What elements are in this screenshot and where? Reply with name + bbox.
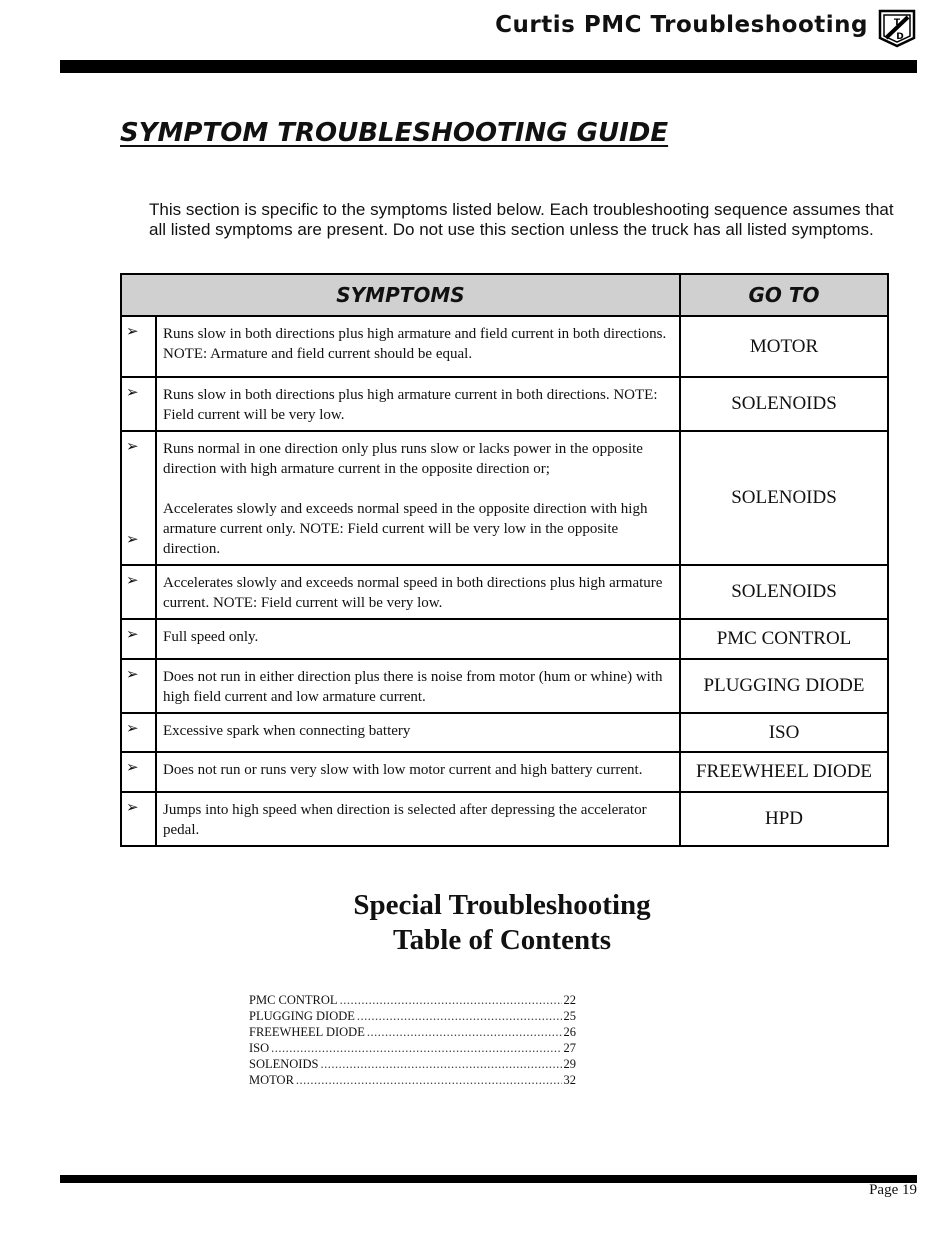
page-number: Page 19 xyxy=(869,1182,917,1198)
arrow-bullet-icon: ➢ xyxy=(126,719,139,737)
svg-text:D: D xyxy=(896,32,904,42)
toc-label: PLUGGING DIODE xyxy=(249,1009,355,1023)
toc-label: FREEWHEEL DIODE xyxy=(249,1025,365,1039)
symptom-cell xyxy=(156,619,680,659)
arrow-bullet-icon: ➢ xyxy=(126,437,139,455)
symptoms-header: SYMPTOMS xyxy=(121,274,680,316)
toc-leader xyxy=(296,1072,562,1088)
symptom-text: Does not run in either direction plus there is noise from motor (hum or whine) with high field current and low armature current. xyxy=(163,669,663,705)
symptom-text: Does not run or runs very slow with low motor current and high battery current. xyxy=(163,762,643,778)
goto-cell: SOLENOIDS xyxy=(680,431,888,565)
bullet-cell xyxy=(121,752,156,792)
guide-title: SYMPTOM TROUBLESHOOTING GUIDE xyxy=(120,118,669,148)
goto-cell: PMC CONTROL xyxy=(680,619,888,659)
arrow-bullet-icon: ➢ xyxy=(126,625,139,643)
special-heading-line1: Special Troubleshooting xyxy=(353,889,651,921)
bullet-cell xyxy=(121,377,156,431)
toc-label: SOLENOIDS xyxy=(249,1057,319,1071)
goto-cell: PLUGGING DIODE xyxy=(680,659,888,713)
toc-page: 26 xyxy=(563,1025,576,1039)
toc-leader xyxy=(367,1024,562,1040)
symptom-text: Excessive spark when connecting battery xyxy=(163,723,411,739)
arrow-bullet-icon: ➢ xyxy=(126,322,139,340)
symptom-cell xyxy=(156,752,680,792)
toc-label: PMC CONTROL xyxy=(249,993,338,1007)
table-row xyxy=(121,792,888,846)
toc-list xyxy=(249,992,576,1088)
bullet-cell xyxy=(121,316,156,377)
table-row xyxy=(121,565,888,619)
footer-rule xyxy=(60,1175,917,1183)
symptom-cell xyxy=(156,316,680,377)
header-rule xyxy=(60,60,917,73)
symptom-text: Jumps into high speed when direction is selected after depressing the accelerator pedal. xyxy=(163,802,647,838)
goto-cell: ISO xyxy=(680,713,888,752)
symptoms-table xyxy=(120,273,889,847)
bullet-cell xyxy=(121,659,156,713)
toc-entry[interactable] xyxy=(249,1040,576,1056)
special-toc-heading xyxy=(0,888,950,958)
toc-page: 32 xyxy=(563,1073,576,1087)
bullet-cell xyxy=(121,565,156,619)
toc-leader xyxy=(357,1008,562,1024)
intro-paragraph: This section is specific to the symptoms listed below. Each troubleshooting sequence assumes that all listed symptoms are present. Do not use this section unless the truck has all listed symptoms. xyxy=(149,200,894,239)
toc-entry[interactable] xyxy=(249,1024,576,1040)
goto-cell: HPD xyxy=(680,792,888,846)
symptom-cell xyxy=(156,659,680,713)
arrow-bullet-icon: ➢ xyxy=(126,383,139,401)
bullet-cell xyxy=(121,619,156,659)
page-header-title: Curtis PMC Troubleshooting xyxy=(495,12,868,38)
special-heading-line2: Table of Contents xyxy=(392,924,612,956)
symptom-text: Accelerates slowly and exceeds normal speed in both directions plus high armature current. NOTE: Field current will be very low. xyxy=(163,575,663,611)
toc-entry[interactable] xyxy=(249,1056,576,1072)
table-header-row xyxy=(121,274,888,316)
arrow-bullet-icon: ➢ xyxy=(126,758,139,776)
goto-header: GO TO xyxy=(680,274,888,316)
goto-cell: FREEWHEEL DIODE xyxy=(680,752,888,792)
table-row xyxy=(121,659,888,713)
symptom-text: Runs normal in one direction only plus runs slow or lacks power in the opposite direction with high armature current in the opposite direction or; xyxy=(163,441,643,477)
svg-text:T: T xyxy=(893,18,901,28)
toc-leader xyxy=(340,992,562,1008)
symptom-text-alt: Accelerates slowly and exceeds normal speed in the opposite direction with high armature current only. NOTE: Field current will be very low in the opposite direction. xyxy=(163,501,648,557)
table-row xyxy=(121,316,888,377)
bullet-cell xyxy=(121,431,156,565)
arrow-bullet-icon: ➢ xyxy=(126,530,139,548)
toc-page: 27 xyxy=(563,1041,576,1055)
toc-leader xyxy=(320,1056,561,1072)
toc-label: ISO xyxy=(249,1041,270,1055)
bullet-cell xyxy=(121,713,156,752)
toc-page: 29 xyxy=(563,1057,576,1071)
symptom-text: Full speed only. xyxy=(163,629,259,645)
arrow-bullet-icon: ➢ xyxy=(126,665,139,683)
table-row xyxy=(121,752,888,792)
goto-cell: SOLENOIDS xyxy=(680,377,888,431)
toc-entry[interactable] xyxy=(249,1008,576,1024)
goto-cell: MOTOR xyxy=(680,316,888,377)
table-row xyxy=(121,431,888,565)
symptom-cell xyxy=(156,713,680,752)
toc-leader xyxy=(271,1040,561,1056)
symptom-cell xyxy=(156,565,680,619)
table-row xyxy=(121,377,888,431)
company-logo-icon xyxy=(877,8,917,48)
toc-entry[interactable] xyxy=(249,992,576,1008)
arrow-bullet-icon: ➢ xyxy=(126,798,139,816)
symptom-text: Runs slow in both directions plus high armature current in both directions. NOTE: Field current will be very low. xyxy=(163,387,658,423)
toc-page: 22 xyxy=(563,993,576,1007)
table-row xyxy=(121,619,888,659)
goto-cell: SOLENOIDS xyxy=(680,565,888,619)
symptom-cell xyxy=(156,431,680,565)
symptom-text: Runs slow in both directions plus high armature and field current in both directions. NOTE: Armature and field current should be equal. xyxy=(163,326,667,362)
table-row xyxy=(121,713,888,752)
toc-label: MOTOR xyxy=(249,1073,294,1087)
arrow-bullet-icon: ➢ xyxy=(126,571,139,589)
symptom-cell xyxy=(156,377,680,431)
toc-entry[interactable] xyxy=(249,1072,576,1088)
toc-page: 25 xyxy=(563,1009,576,1023)
symptom-cell xyxy=(156,792,680,846)
bullet-cell xyxy=(121,792,156,846)
